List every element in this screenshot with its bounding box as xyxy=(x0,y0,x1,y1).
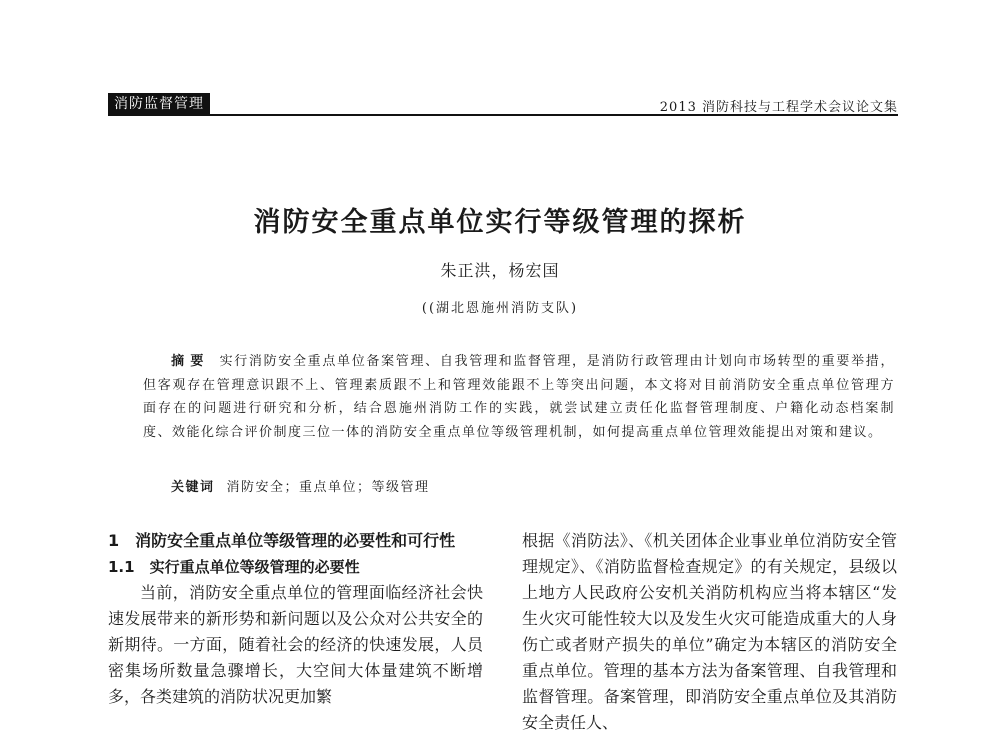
keywords xyxy=(171,476,430,495)
section-1-heading: 1 消防安全重点单位等级管理的必要性和可行性 xyxy=(108,531,456,550)
header-rule xyxy=(108,114,898,116)
right-paragraph: 根据《消防法》、《机关团体企业事业单位消防安全管理规定》、《消防监督检查规定》的有关规定，县级以上地方人民政府公安机关消防机构应当将本辖区“发生火灾可能性较大以及发生火灾可能造成重大的人身伤亡或者财产损失的单位”确定为本辖区的消防安全重点单位。管理的基本方法为备案管理、自我管理和监督管理。备案管理，即消防安全重点单位及其消防安全责任人、 xyxy=(522,531,897,732)
abstract-text: 实行消防安全重点单位备案管理、自我管理和监督管理，是消防行政管理由计划向市场转型的重要举措，但客观存在管理意识跟不上、管理素质跟不上和管理效能跟不上等突出问题，本文将对目前消防安全重点单位管理方面存在的问题进行研究和分析，结合恩施州消防工作的实践，就尝试建立责任化监督管理制度、户籍化动态档案制度、效能化综合评价制度三位一体的消防安全重点单位等级管理机制，如何提高重点单位管理效能提出对策和建议。 xyxy=(143,354,895,440)
abstract xyxy=(143,350,895,444)
keywords-text: 消防安全；重点单位；等级管理 xyxy=(226,480,430,495)
paper-title: 消防安全重点单位实行等级管理的探析 xyxy=(253,207,747,238)
abstract-label: 摘要 xyxy=(171,354,210,369)
body-right-column xyxy=(522,528,897,736)
section-1-1-heading: 1.1 实行重点单位等级管理的必要性 xyxy=(108,558,360,576)
affiliation: ((湖北恩施州消防支队) xyxy=(421,301,579,316)
authors: 朱正洪，杨宏国 xyxy=(440,261,560,280)
publication-title: 2013 消防科技与工程学术会议论文集 xyxy=(659,100,898,115)
left-paragraph: 当前，消防安全重点单位的管理面临经济社会快速发展带来的新形势和新问题以及公众对公共安全的新期待。一方面，随着社会的经济的快速发展，人员密集场所数量急骤增长，大空间大体量建筑不断增多，各类建筑的消防状况更加繁 xyxy=(108,583,483,706)
section-tag: 消防监督管理 xyxy=(108,93,210,115)
keywords-label: 关键词 xyxy=(171,480,215,495)
body-left-column xyxy=(108,528,483,710)
